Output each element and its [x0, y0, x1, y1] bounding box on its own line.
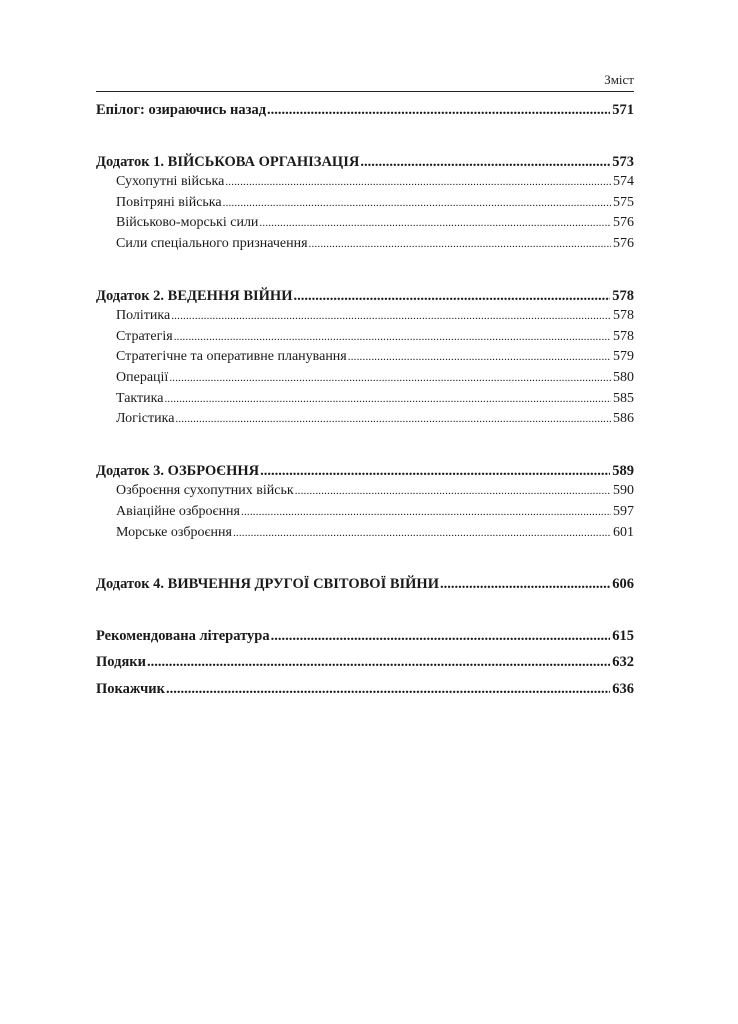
- spacer: [96, 121, 634, 152]
- toc-subentry[interactable]: [96, 481, 634, 502]
- spacer: [96, 543, 634, 574]
- dot-leader: [348, 347, 611, 368]
- toc-entry-index[interactable]: [96, 679, 634, 700]
- toc-page-number: 576: [613, 215, 634, 231]
- toc-entry-title: Озброєння сухопутних військ: [116, 483, 294, 499]
- toc-entry-title: Тактика: [116, 390, 164, 406]
- toc-page-number: 578: [613, 308, 634, 324]
- toc-page-number: 606: [612, 576, 634, 593]
- spacer: [96, 595, 634, 626]
- toc-entry-title: Додаток 1. ВІЙСЬКОВА ОРГАНІЗАЦІЯ: [96, 153, 360, 170]
- toc-page-number: 601: [613, 524, 634, 540]
- dot-leader: [169, 368, 611, 389]
- toc-page-number: 632: [612, 654, 634, 671]
- spacer: [96, 255, 634, 286]
- toc-entry-title: Повітряні війська: [116, 194, 222, 210]
- toc-subentry[interactable]: [96, 409, 634, 430]
- dot-leader: [241, 502, 611, 523]
- toc-entry-thanks[interactable]: [96, 652, 634, 673]
- dot-leader: [171, 306, 611, 327]
- dot-leader: [309, 234, 611, 255]
- toc-page-number: 597: [613, 503, 634, 519]
- toc-entry-title: Морське озброєння: [116, 524, 232, 540]
- dot-leader: [164, 389, 611, 410]
- toc-subentry[interactable]: [96, 347, 634, 368]
- toc-entry-appendix1[interactable]: [96, 152, 634, 173]
- toc-subentry[interactable]: [96, 368, 634, 389]
- toc-page-number: 615: [612, 627, 634, 644]
- toc-subentry[interactable]: [96, 389, 634, 410]
- toc-entry-title: Операції: [116, 369, 169, 385]
- toc-entry-title: Стратегія: [116, 328, 173, 344]
- toc-page-number: 578: [613, 328, 634, 344]
- dot-leader: [223, 193, 611, 214]
- toc-page-number: 589: [612, 462, 634, 479]
- dot-leader: [267, 100, 610, 121]
- dot-leader: [260, 461, 610, 482]
- toc-subentry[interactable]: [96, 193, 634, 214]
- toc-entry-title: Додаток 2. ВЕДЕННЯ ВІЙНИ: [96, 287, 293, 304]
- dot-leader: [147, 652, 610, 673]
- toc-page-number: 571: [612, 102, 634, 118]
- running-head: Зміст: [604, 72, 634, 87]
- toc-page-number: 575: [613, 194, 634, 210]
- toc-entry-title: Стратегічне та оперативне планування: [116, 349, 347, 365]
- dot-leader: [233, 523, 611, 544]
- toc-entry-title: Додаток 3. ОЗБРОЄННЯ: [96, 462, 260, 479]
- toc-entry-title: Епілог: озираючись назад: [96, 102, 267, 118]
- toc-subentry[interactable]: [96, 213, 634, 234]
- toc-page-number: 580: [613, 369, 634, 385]
- toc-entry-title: Покажчик: [96, 680, 165, 697]
- toc-page-number: 573: [612, 153, 634, 170]
- spacer: [96, 430, 634, 461]
- dot-leader: [166, 679, 610, 700]
- toc-subentry[interactable]: [96, 172, 634, 193]
- toc-subentry[interactable]: [96, 306, 634, 327]
- dot-leader: [174, 327, 611, 348]
- toc-entry-title: Сили спеціального призначення: [116, 235, 308, 251]
- dot-leader: [271, 626, 611, 647]
- toc-entry-appendix2[interactable]: [96, 286, 634, 307]
- toc-entry-title: Додаток 4. ВИВЧЕННЯ ДРУГОЇ СВІТОВОЇ ВІЙНИ: [96, 576, 439, 593]
- dot-leader: [225, 172, 611, 193]
- toc-entry-title: Авіаційне озброєння: [116, 503, 240, 519]
- table-of-contents: [96, 100, 634, 699]
- dot-leader: [259, 213, 611, 234]
- toc-entry-title: Сухопутні війська: [116, 174, 225, 190]
- toc-entry-appendix3[interactable]: [96, 461, 634, 482]
- toc-entry-title: Військово-морські сили: [116, 215, 259, 231]
- toc-subentry[interactable]: [96, 234, 634, 255]
- dot-leader: [360, 152, 610, 173]
- toc-page-number: 590: [613, 483, 634, 499]
- dot-leader: [295, 481, 611, 502]
- dot-leader: [440, 574, 610, 595]
- toc-page-number: 636: [612, 680, 634, 697]
- dot-leader: [175, 409, 611, 430]
- toc-page-number: 576: [613, 235, 634, 251]
- toc-page-number: 585: [613, 390, 634, 406]
- toc-entry-epilogue[interactable]: [96, 100, 634, 121]
- toc-entry-reading[interactable]: [96, 626, 634, 647]
- toc-subentry[interactable]: [96, 327, 634, 348]
- header-rule: [96, 91, 634, 92]
- toc-page-number: 574: [613, 174, 634, 190]
- toc-entry-title: Рекомендована література: [96, 627, 270, 644]
- toc-entry-appendix4[interactable]: [96, 574, 634, 595]
- toc-subentry[interactable]: [96, 502, 634, 523]
- toc-subentry[interactable]: [96, 523, 634, 544]
- toc-page-number: 579: [613, 349, 634, 365]
- toc-entry-title: Політика: [116, 308, 171, 324]
- toc-page-number: 578: [612, 287, 634, 304]
- toc-entry-title: Подяки: [96, 654, 146, 671]
- toc-page-number: 586: [613, 411, 634, 427]
- toc-page: [96, 0, 634, 1024]
- dot-leader: [293, 286, 610, 307]
- toc-entry-title: Логістика: [116, 411, 175, 427]
